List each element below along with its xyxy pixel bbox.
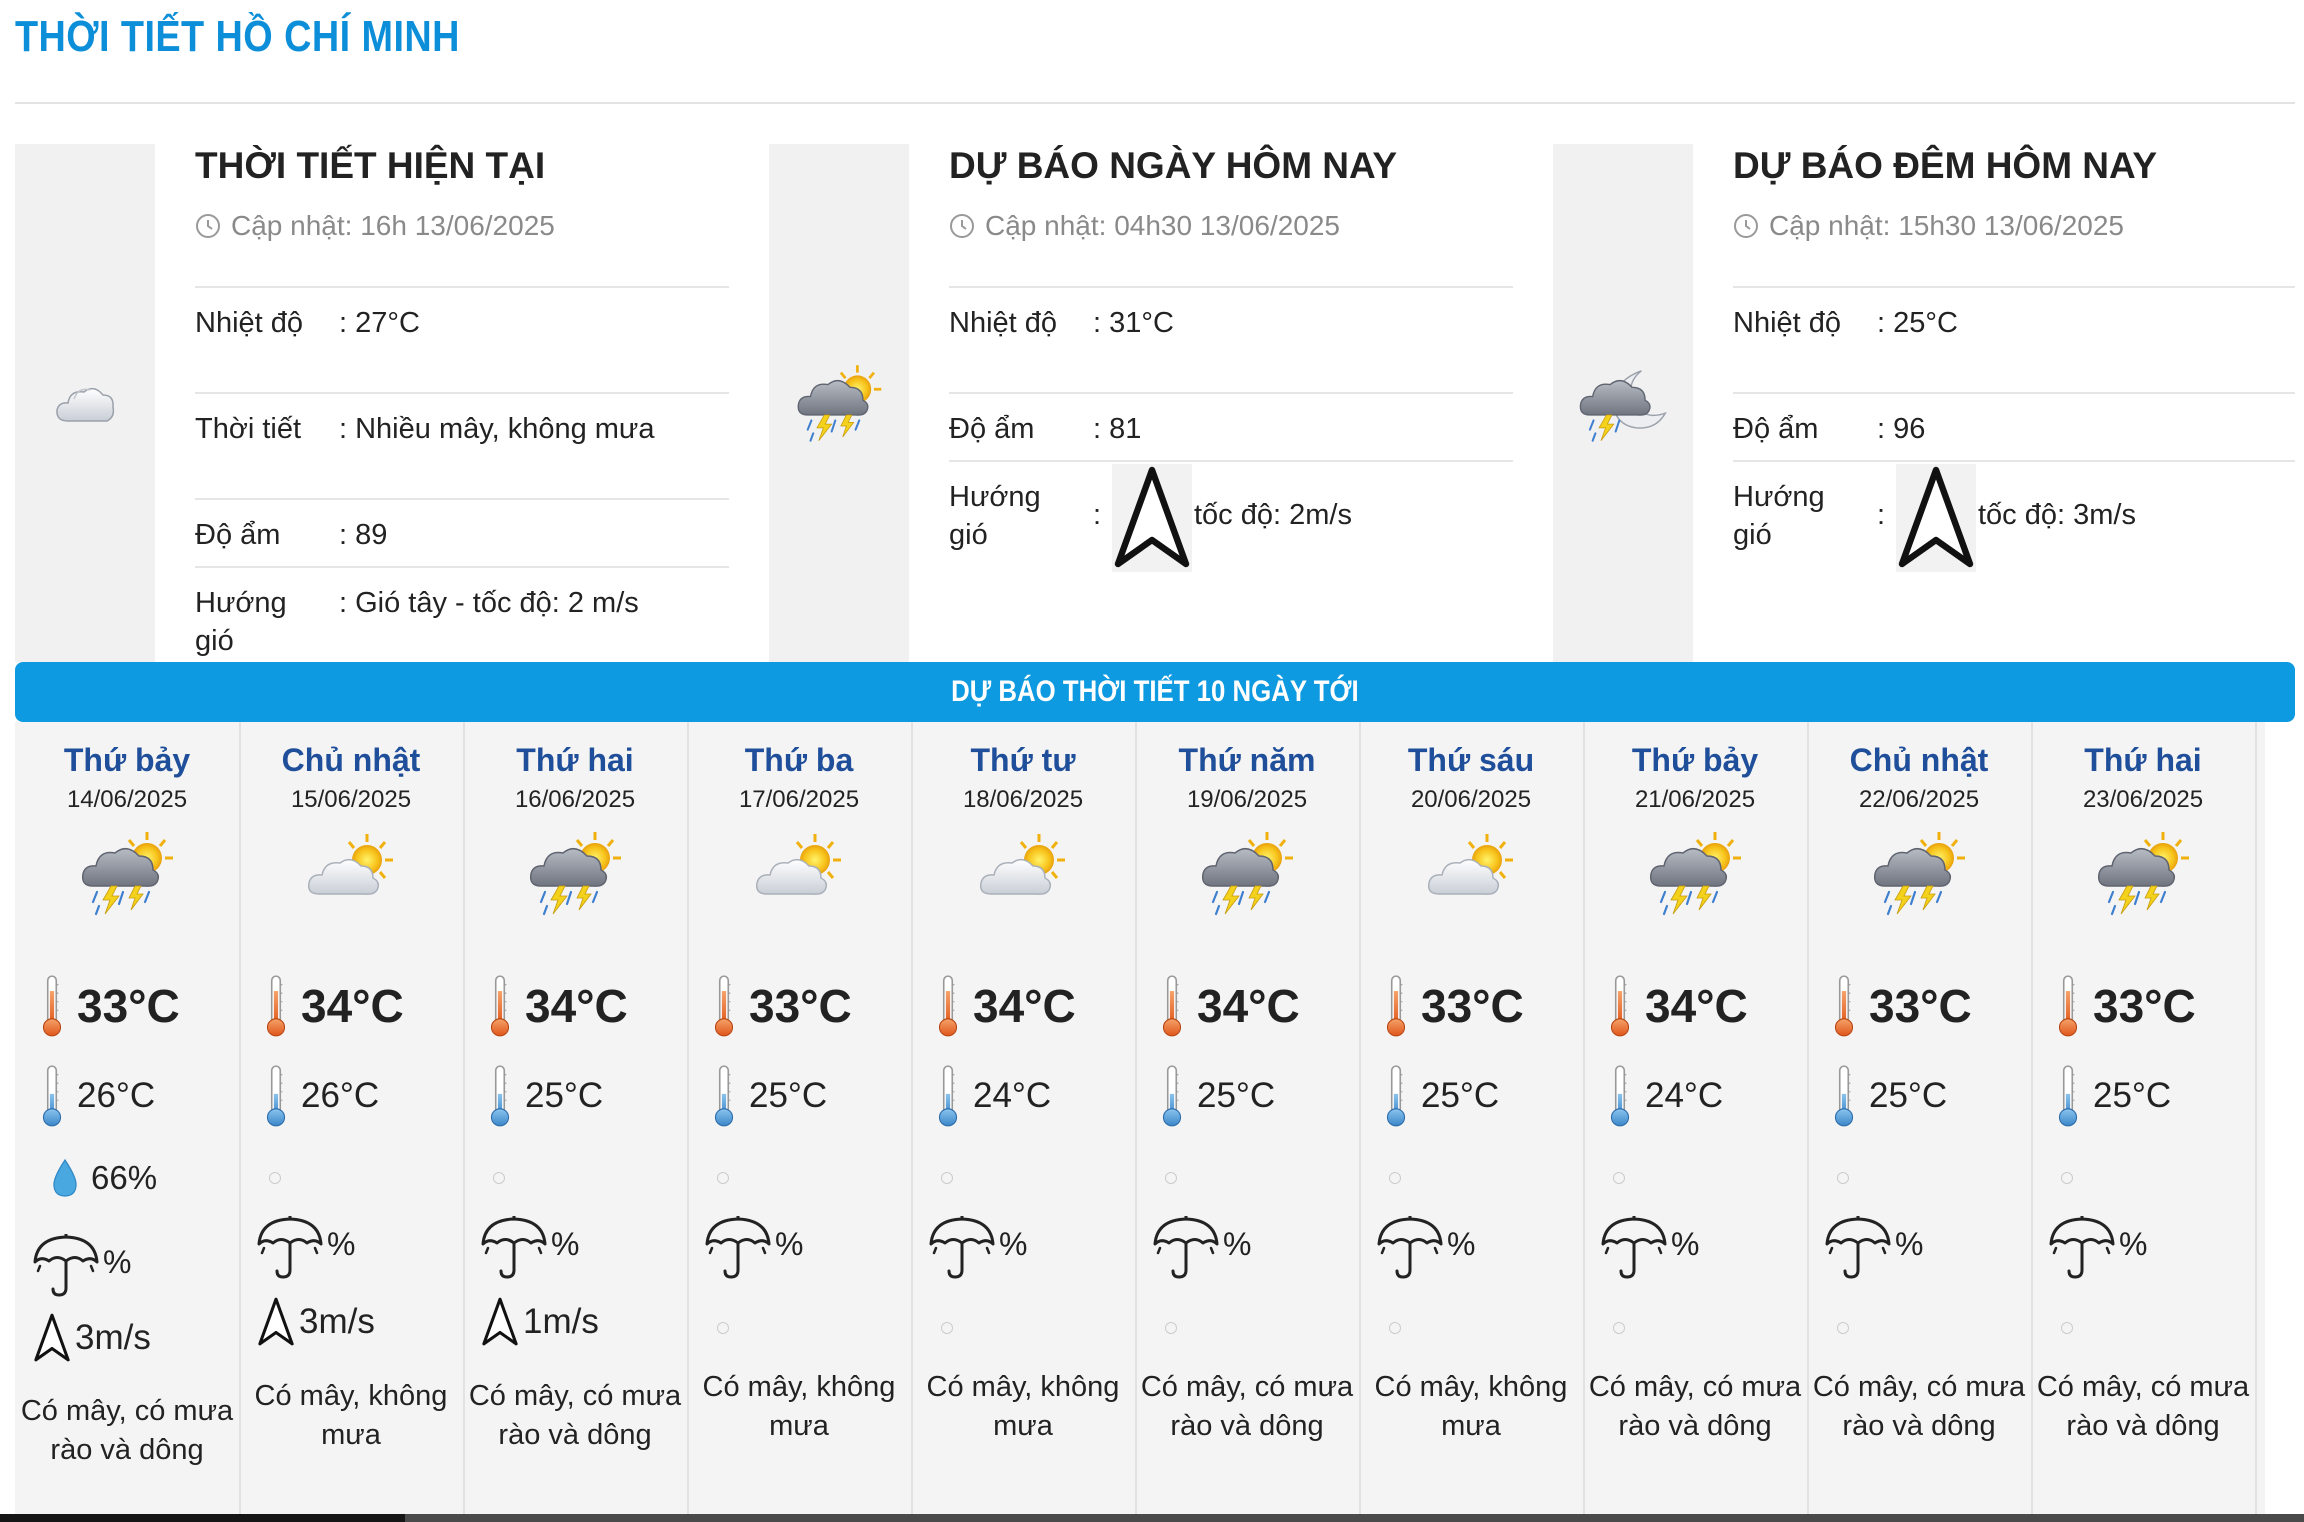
rain-value: %	[1447, 1226, 1476, 1262]
forecast-day-column	[239, 722, 465, 1522]
update-time	[949, 210, 1340, 242]
wind-speed	[33, 1312, 151, 1364]
high-temperature	[265, 974, 404, 1038]
wind-value: 3m/s	[299, 1302, 375, 1341]
row-value: : 89	[339, 519, 388, 551]
forecast-day-column	[15, 722, 241, 1522]
high-temp-value: 34°C	[301, 980, 404, 1032]
card-title: DỰ BÁO ĐÊM HÔM NAY	[1733, 145, 2158, 186]
high-temperature	[1161, 974, 1300, 1038]
wind-placeholder-icon	[2061, 1322, 2073, 1334]
today-forecast-card	[769, 144, 1513, 662]
low-temperature	[1385, 1064, 1499, 1128]
taskbar-dark-segment	[0, 1514, 405, 1522]
current-weather-card	[15, 144, 729, 662]
weather-description: Có mây, không mưa	[702, 1371, 896, 1442]
humidity-placeholder-icon	[493, 1172, 505, 1184]
divider	[195, 392, 729, 394]
divider	[949, 286, 1513, 288]
humidity-placeholder-icon	[1165, 1172, 1177, 1184]
wind-placeholder-icon	[1837, 1322, 1849, 1334]
row-label: Nhiệt độ	[1733, 307, 1842, 339]
rain-chance	[927, 1214, 1027, 1280]
thunderstorm-moon-icon	[1577, 360, 1669, 446]
row-label: Độ ẩm	[949, 413, 1035, 445]
thunderstorm-sun-icon	[2093, 828, 2193, 918]
high-temperature	[1609, 974, 1748, 1038]
row-value: : 25°C	[1877, 307, 1958, 339]
day-name: Thứ hai	[2084, 742, 2202, 778]
day-name: Chủ nhật	[1849, 742, 1989, 778]
wind-direction-icon	[1893, 464, 1979, 572]
day-name: Thứ hai	[516, 742, 634, 778]
rain-value: %	[999, 1226, 1028, 1262]
divider	[195, 566, 729, 568]
divider	[195, 498, 729, 500]
low-temp-value: 25°C	[525, 1076, 604, 1115]
umbrella-icon	[479, 1214, 549, 1280]
partly-cloudy-icon	[749, 828, 849, 908]
thermometer-cold-icon	[489, 1064, 511, 1128]
update-time	[195, 210, 555, 242]
rain-chance	[479, 1214, 579, 1280]
row-value: : 31°C	[1093, 307, 1174, 339]
high-temp-value: 33°C	[749, 980, 852, 1032]
high-temp-value: 34°C	[525, 980, 628, 1032]
low-temperature	[41, 1064, 155, 1128]
thunderstorm-sun-icon	[525, 828, 625, 918]
wind-placeholder-icon	[1389, 1322, 1401, 1334]
humidity-placeholder-icon	[269, 1172, 281, 1184]
forecast-day-column	[911, 722, 1137, 1522]
divider	[1733, 460, 2295, 462]
forecast-day-column	[1135, 722, 1361, 1522]
low-temp-value: 26°C	[301, 1076, 380, 1115]
low-temp-value: 25°C	[749, 1076, 828, 1115]
card-title: THỜI TIẾT HIỆN TẠI	[195, 145, 546, 186]
thunderstorm-sun-icon	[1645, 828, 1745, 918]
cloudy-icon	[54, 377, 116, 429]
day-date: 22/06/2025	[1858, 786, 1980, 813]
row-value: : Gió tây - tốc độ: 2 m/s	[339, 587, 639, 619]
humidity-value: 66%	[91, 1159, 158, 1196]
wind-speed	[257, 1296, 375, 1348]
rain-chance	[703, 1214, 803, 1280]
high-temp-value: 33°C	[77, 980, 180, 1032]
update-text: Cập nhật: 16h 13/06/2025	[231, 210, 555, 241]
banner-text: DỰ BÁO THỜI TIẾT 10 NGÀY TỚI	[951, 675, 1359, 708]
weather-description: Có mây, có mưa rào và dông	[1588, 1371, 1802, 1442]
wind-speed: tốc độ: 3m/s	[1978, 499, 2136, 531]
thermometer-cold-icon	[1161, 1064, 1183, 1128]
divider	[949, 392, 1513, 394]
thunderstorm-sun-icon	[1869, 828, 1969, 918]
wind-speed: tốc độ: 2m/s	[1194, 499, 1352, 531]
low-temp-value: 25°C	[2093, 1076, 2172, 1115]
thermometer-cold-icon	[1609, 1064, 1631, 1128]
humidity-placeholder-icon	[1837, 1172, 1849, 1184]
ten-day-forecast-banner	[15, 662, 2295, 722]
clock-icon	[1733, 213, 1759, 239]
rain-value: %	[1223, 1226, 1252, 1262]
wind-direction-icon	[33, 1312, 71, 1364]
row-label: Độ ẩm	[1733, 413, 1819, 445]
high-temp-value: 33°C	[2093, 980, 2196, 1032]
umbrella-icon	[1823, 1214, 1893, 1280]
rain-value: %	[1895, 1226, 1924, 1262]
row-value: :	[1877, 499, 1886, 531]
weather-description: Có mây, có mưa rào và dông	[2036, 1371, 2250, 1442]
clock-icon	[195, 213, 221, 239]
high-temperature	[937, 974, 1076, 1038]
low-temp-value: 25°C	[1869, 1076, 1948, 1115]
thermometer-hot-icon	[1833, 974, 1855, 1038]
card-title: DỰ BÁO NGÀY HÔM NAY	[949, 145, 1398, 186]
thermometer-cold-icon	[713, 1064, 735, 1128]
rain-value: %	[103, 1244, 132, 1280]
divider	[1733, 286, 2295, 288]
divider	[195, 286, 729, 288]
high-temperature	[2057, 974, 2196, 1038]
humidity	[51, 1158, 157, 1198]
thermometer-hot-icon	[2057, 974, 2079, 1038]
low-temperature	[489, 1064, 603, 1128]
forecast-day-column	[1583, 722, 1809, 1522]
rain-value: %	[2119, 1226, 2148, 1262]
thunderstorm-sun-icon	[77, 828, 177, 918]
forecast-day-column	[1807, 722, 2033, 1522]
umbrella-icon	[1599, 1214, 1669, 1280]
thermometer-hot-icon	[937, 974, 959, 1038]
weather-description: Có mây, có mưa rào và dông	[468, 1380, 682, 1451]
umbrella-icon	[1151, 1214, 1221, 1280]
thunderstorm-sun-icon	[1197, 828, 1297, 918]
low-temp-value: 26°C	[77, 1076, 156, 1115]
forecast-day-column	[687, 722, 913, 1522]
wind-direction-icon	[481, 1296, 519, 1348]
day-date: 20/06/2025	[1410, 786, 1532, 813]
ten-day-forecast-grid	[15, 722, 2265, 1522]
high-temperature	[489, 974, 628, 1038]
high-temperature	[713, 974, 852, 1038]
divider	[1733, 392, 2295, 394]
day-date: 15/06/2025	[290, 786, 412, 813]
thermometer-cold-icon	[2057, 1064, 2079, 1128]
thermometer-hot-icon	[265, 974, 287, 1038]
partly-cloudy-icon	[301, 828, 401, 908]
umbrella-icon	[2047, 1214, 2117, 1280]
thermometer-cold-icon	[265, 1064, 287, 1128]
day-date: 21/06/2025	[1634, 786, 1756, 813]
wind-placeholder-icon	[1165, 1322, 1177, 1334]
clock-icon	[949, 213, 975, 239]
low-temp-value: 25°C	[1421, 1076, 1500, 1115]
wind-direction-icon	[1109, 464, 1195, 572]
day-name: Thứ ba	[744, 742, 854, 778]
row-label: Thời tiết	[195, 413, 302, 445]
low-temperature	[1609, 1064, 1723, 1128]
wind-placeholder-icon	[717, 1322, 729, 1334]
low-temperature	[1833, 1064, 1947, 1128]
rain-value: %	[1671, 1226, 1700, 1262]
thermometer-hot-icon	[1609, 974, 1631, 1038]
humidity-placeholder-icon	[941, 1172, 953, 1184]
row-value: : 81	[1093, 413, 1142, 445]
tonight-weather-icon-panel	[1553, 144, 1693, 662]
weather-description: Có mây, có mưa rào và dông	[20, 1395, 234, 1466]
thermometer-cold-icon	[41, 1064, 63, 1128]
row-value: : 27°C	[339, 307, 420, 339]
day-date: 14/06/2025	[66, 786, 188, 813]
high-temperature	[1385, 974, 1524, 1038]
update-text: Cập nhật: 15h30 13/06/2025	[1769, 210, 2124, 241]
partly-cloudy-icon	[1421, 828, 1521, 908]
rain-chance	[1823, 1214, 1923, 1280]
row-label: Hướng gió	[195, 587, 287, 657]
high-temp-value: 34°C	[1197, 980, 1300, 1032]
divider	[949, 460, 1513, 462]
thermometer-hot-icon	[41, 974, 63, 1038]
low-temperature	[937, 1064, 1051, 1128]
page-title: THỜI TIẾT HỒ CHÍ MINH	[15, 12, 460, 61]
high-temperature	[1833, 974, 1972, 1038]
umbrella-icon	[927, 1214, 997, 1280]
day-name: Chủ nhật	[281, 742, 421, 778]
update-time	[1733, 210, 2124, 242]
rain-chance	[31, 1232, 131, 1298]
thermometer-hot-icon	[489, 974, 511, 1038]
high-temp-value: 33°C	[1869, 980, 1972, 1032]
weather-description: Có mây, không mưa	[1374, 1371, 1568, 1442]
day-date: 16/06/2025	[514, 786, 636, 813]
forecast-day-column	[2031, 722, 2257, 1522]
weather-description: Có mây, không mưa	[254, 1380, 448, 1451]
row-label: Hướng gió	[949, 481, 1041, 551]
day-date: 17/06/2025	[738, 786, 860, 813]
high-temp-value: 34°C	[973, 980, 1076, 1032]
wind-placeholder-icon	[1613, 1322, 1625, 1334]
humidity-placeholder-icon	[2061, 1172, 2073, 1184]
rain-value: %	[775, 1226, 804, 1262]
update-text: Cập nhật: 04h30 13/06/2025	[985, 210, 1340, 241]
forecast-day-column	[1359, 722, 1585, 1522]
humidity-placeholder-icon	[1389, 1172, 1401, 1184]
low-temperature	[2057, 1064, 2171, 1128]
wind-direction-icon	[257, 1296, 295, 1348]
high-temperature	[41, 974, 180, 1038]
rain-chance	[1599, 1214, 1699, 1280]
partly-cloudy-icon	[973, 828, 1073, 908]
high-temp-value: 34°C	[1645, 980, 1748, 1032]
title-divider	[15, 102, 2295, 104]
day-name: Thứ bảy	[1631, 742, 1759, 778]
thermometer-cold-icon	[1833, 1064, 1855, 1128]
row-value: : Nhiều mây, không mưa	[339, 413, 655, 445]
row-label: Độ ẩm	[195, 519, 281, 551]
day-name: Thứ năm	[1178, 742, 1316, 778]
thermometer-cold-icon	[1385, 1064, 1407, 1128]
rain-chance	[2047, 1214, 2147, 1280]
weather-description: Có mây, không mưa	[926, 1371, 1120, 1442]
wind-placeholder-icon	[941, 1322, 953, 1334]
day-date: 18/06/2025	[962, 786, 1084, 813]
day-date: 23/06/2025	[2082, 786, 2204, 813]
forecast-day-column	[463, 722, 689, 1522]
day-name: Thứ bảy	[63, 742, 191, 778]
umbrella-icon	[1375, 1214, 1445, 1280]
taskbar-strip	[0, 1514, 2304, 1522]
row-value: : 96	[1877, 413, 1926, 445]
thunderstorm-sun-icon	[793, 360, 885, 446]
thermometer-cold-icon	[937, 1064, 959, 1128]
row-value: :	[1093, 499, 1102, 531]
wind-value: 1m/s	[523, 1302, 599, 1341]
rain-chance	[1375, 1214, 1475, 1280]
humidity-placeholder-icon	[717, 1172, 729, 1184]
umbrella-icon	[255, 1214, 325, 1280]
weather-description: Có mây, có mưa rào và dông	[1140, 1371, 1354, 1442]
rain-chance	[255, 1214, 355, 1280]
weather-description: Có mây, có mưa rào và dông	[1812, 1371, 2026, 1442]
wind-speed	[481, 1296, 599, 1348]
current-weather-icon-panel	[15, 144, 155, 662]
day-date: 19/06/2025	[1186, 786, 1308, 813]
low-temperature	[1161, 1064, 1275, 1128]
row-label: Hướng gió	[1733, 481, 1825, 551]
wind-value: 3m/s	[75, 1318, 151, 1357]
water-drop-icon	[51, 1158, 79, 1198]
rain-value: %	[551, 1226, 580, 1262]
rain-value: %	[327, 1226, 356, 1262]
row-label: Nhiệt độ	[195, 307, 304, 339]
umbrella-icon	[31, 1232, 101, 1298]
low-temperature	[713, 1064, 827, 1128]
tonight-forecast-card	[1553, 144, 2295, 662]
thermometer-hot-icon	[1385, 974, 1407, 1038]
thermometer-hot-icon	[1161, 974, 1183, 1038]
low-temp-value: 25°C	[1197, 1076, 1276, 1115]
row-label: Nhiệt độ	[949, 307, 1058, 339]
umbrella-icon	[703, 1214, 773, 1280]
rain-chance	[1151, 1214, 1251, 1280]
low-temp-value: 24°C	[973, 1076, 1052, 1115]
day-name: Thứ sáu	[1407, 742, 1535, 778]
high-temp-value: 33°C	[1421, 980, 1524, 1032]
day-name: Thứ tư	[970, 742, 1076, 778]
humidity-placeholder-icon	[1613, 1172, 1625, 1184]
low-temperature	[265, 1064, 379, 1128]
thermometer-hot-icon	[713, 974, 735, 1038]
today-weather-icon-panel	[769, 144, 909, 662]
low-temp-value: 24°C	[1645, 1076, 1724, 1115]
